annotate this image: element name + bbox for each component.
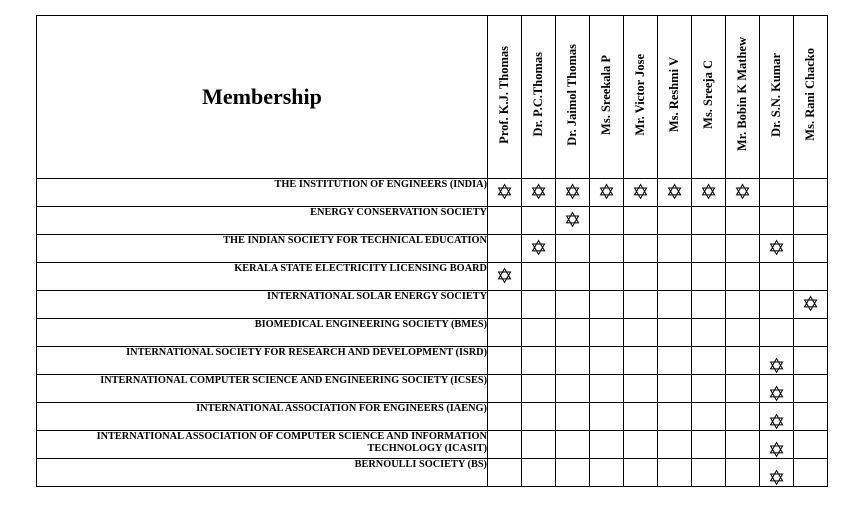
star-of-david-icon: ✡ xyxy=(631,179,650,204)
member-column-header xyxy=(522,16,556,179)
membership-cell xyxy=(488,235,522,263)
member-column-header xyxy=(658,16,692,179)
table-row xyxy=(37,347,828,375)
membership-cell xyxy=(692,291,726,319)
membership-cell xyxy=(794,207,828,235)
membership-cell xyxy=(692,263,726,291)
member-column-header xyxy=(726,16,760,179)
membership-cell xyxy=(590,235,624,263)
table-row xyxy=(37,291,828,319)
star-of-david-icon: ✡ xyxy=(495,263,514,288)
member-name: Dr. S.N. Kumar xyxy=(769,52,783,137)
membership-cell xyxy=(726,459,760,487)
membership-cell xyxy=(590,263,624,291)
membership-cell xyxy=(522,291,556,319)
member-column-header xyxy=(624,16,658,179)
membership-cell xyxy=(726,347,760,375)
membership-cell xyxy=(624,235,658,263)
membership-cell xyxy=(488,179,522,207)
membership-cell xyxy=(624,347,658,375)
membership-cell xyxy=(692,347,726,375)
membership-cell xyxy=(760,319,794,347)
organization-name: INTERNATIONAL SOCIETY FOR RESEARCH AND DEVELOPMENT (ISRD) xyxy=(37,347,488,375)
membership-cell xyxy=(760,179,794,207)
membership-cell xyxy=(794,431,828,459)
member-name: Mr. Bobin K Mathew xyxy=(735,37,749,152)
membership-cell xyxy=(760,375,794,406)
membership-cell xyxy=(760,347,794,378)
membership-cell xyxy=(794,291,828,319)
membership-cell xyxy=(692,459,726,487)
membership-cell xyxy=(522,375,556,403)
membership-cell xyxy=(624,207,658,235)
member-name: Ms. Sreekala P xyxy=(599,54,613,135)
organization-name: THE INSTITUTION OF ENGINEERS (INDIA) xyxy=(37,179,488,207)
membership-table xyxy=(36,15,828,490)
star-of-david-icon: ✡ xyxy=(563,179,582,204)
membership-cell xyxy=(488,403,522,431)
star-of-david-icon: ✡ xyxy=(529,179,548,204)
membership-cell xyxy=(522,235,556,263)
star-of-david-icon: ✡ xyxy=(767,235,786,260)
membership-cell xyxy=(590,291,624,319)
member-column-header xyxy=(692,16,726,179)
star-of-david-icon: ✡ xyxy=(529,235,548,260)
organization-name: BIOMEDICAL ENGINEERING SOCIETY (BMES) xyxy=(37,319,488,347)
membership-cell xyxy=(794,347,828,375)
member-column-header xyxy=(760,16,794,179)
membership-cell xyxy=(590,431,624,459)
membership-cell xyxy=(726,431,760,459)
membership-cell xyxy=(794,263,828,291)
member-name: Ms. Reshmi V xyxy=(667,56,681,133)
membership-cell xyxy=(760,459,794,490)
membership-cell xyxy=(658,319,692,347)
organization-name: BERNOULLI SOCIETY (BS) xyxy=(37,459,488,487)
membership-cell xyxy=(624,459,658,487)
membership-cell xyxy=(522,263,556,291)
member-name: Dr. Jaimol Thomas xyxy=(565,43,579,146)
membership-cell xyxy=(658,291,692,319)
membership-cell xyxy=(556,235,590,263)
member-column-header xyxy=(590,16,624,179)
membership-cell xyxy=(692,403,726,431)
membership-cell xyxy=(488,347,522,375)
member-name: Ms. Rani Chacko xyxy=(803,48,817,141)
membership-cell xyxy=(658,459,692,487)
membership-cell xyxy=(726,263,760,291)
membership-cell xyxy=(760,263,794,291)
membership-cell xyxy=(488,375,522,403)
membership-cell xyxy=(522,319,556,347)
membership-cell xyxy=(522,431,556,459)
table-row xyxy=(37,375,828,403)
membership-cell xyxy=(726,319,760,347)
star-of-david-icon: ✡ xyxy=(563,207,582,232)
organization-name: THE INDIAN SOCIETY FOR TECHNICAL EDUCATION xyxy=(37,235,488,263)
membership-cell xyxy=(590,403,624,431)
membership-cell xyxy=(488,459,522,487)
table-row xyxy=(37,403,828,431)
organization-name: INTERNATIONAL COMPUTER SCIENCE AND ENGINEERING SOCIETY (ICSES) xyxy=(37,375,488,403)
membership-cell xyxy=(726,179,760,207)
membership-cell xyxy=(760,207,794,235)
table-row xyxy=(37,459,828,487)
membership-cell xyxy=(658,263,692,291)
membership-cell xyxy=(794,375,828,403)
membership-cell xyxy=(624,431,658,459)
membership-cell xyxy=(692,319,726,347)
membership-cell xyxy=(522,347,556,375)
membership-cell xyxy=(692,207,726,235)
membership-cell xyxy=(556,431,590,459)
membership-cell xyxy=(590,179,624,207)
membership-cell xyxy=(692,179,726,207)
membership-cell xyxy=(794,179,828,207)
star-of-david-icon: ✡ xyxy=(495,179,514,204)
membership-cell xyxy=(794,235,828,263)
star-of-david-icon: ✡ xyxy=(767,353,786,378)
organization-name: INTERNATIONAL SOLAR ENERGY SOCIETY xyxy=(37,291,488,319)
membership-cell xyxy=(624,319,658,347)
membership-cell xyxy=(624,403,658,431)
membership-cell xyxy=(658,403,692,431)
member-name: Mr. Victor Jose xyxy=(633,53,647,136)
membership-cell xyxy=(760,235,794,263)
table-row xyxy=(37,263,828,291)
star-of-david-icon: ✡ xyxy=(699,179,718,204)
membership-cell xyxy=(590,347,624,375)
membership-cell xyxy=(658,347,692,375)
star-of-david-icon: ✡ xyxy=(767,381,786,406)
membership-cell xyxy=(658,207,692,235)
membership-cell xyxy=(556,263,590,291)
membership-cell xyxy=(658,179,692,207)
membership-cell xyxy=(556,403,590,431)
membership-cell xyxy=(624,263,658,291)
membership-cell xyxy=(556,319,590,347)
membership-cell xyxy=(556,291,590,319)
table-body xyxy=(37,179,828,490)
member-name: Dr. P.C.Thomas xyxy=(531,52,545,137)
membership-cell xyxy=(794,319,828,347)
membership-cell xyxy=(726,235,760,263)
star-of-david-icon: ✡ xyxy=(801,291,820,316)
star-of-david-icon: ✡ xyxy=(767,437,786,462)
star-of-david-icon: ✡ xyxy=(597,179,616,204)
membership-cell xyxy=(794,459,828,487)
membership-cell xyxy=(556,347,590,375)
membership-cell xyxy=(726,403,760,431)
membership-cell xyxy=(624,375,658,403)
membership-cell xyxy=(692,235,726,263)
membership-cell xyxy=(692,375,726,403)
organization-name: ENERGY CONSERVATION SOCIETY xyxy=(37,207,488,235)
membership-cell xyxy=(794,403,828,431)
table-row xyxy=(37,179,828,207)
membership-cell xyxy=(624,291,658,319)
membership-cell xyxy=(692,431,726,459)
membership-cell xyxy=(488,319,522,347)
membership-cell xyxy=(658,235,692,263)
star-of-david-icon: ✡ xyxy=(767,465,786,490)
membership-cell xyxy=(488,291,522,319)
member-column-header xyxy=(794,16,828,179)
membership-cell xyxy=(488,263,522,291)
star-of-david-icon: ✡ xyxy=(733,179,752,204)
table-row xyxy=(37,319,828,347)
organization-name: INTERNATIONAL ASSOCIATION OF COMPUTER SCIENCE AND INFORMATION TECHNOLOGY (ICASIT) xyxy=(37,431,488,459)
table-row xyxy=(37,207,828,235)
organization-name: INTERNATIONAL ASSOCIATION FOR ENGINEERS (IAENG) xyxy=(37,403,488,431)
membership-cell xyxy=(522,179,556,207)
member-column-header xyxy=(488,16,522,179)
membership-cell xyxy=(556,207,590,235)
member-name: Prof. K.J. Thomas xyxy=(497,45,511,144)
membership-cell xyxy=(658,431,692,459)
membership-cell xyxy=(556,375,590,403)
membership-cell xyxy=(590,375,624,403)
table-title: Membership xyxy=(37,16,488,179)
member-name: Ms. Sreeja C xyxy=(701,60,715,129)
membership-cell xyxy=(556,459,590,487)
membership-cell xyxy=(522,403,556,431)
table-row xyxy=(37,235,828,263)
membership-cell xyxy=(760,431,794,462)
membership-cell xyxy=(522,459,556,487)
star-of-david-icon: ✡ xyxy=(665,179,684,204)
membership-cell xyxy=(760,291,794,319)
membership-cell xyxy=(556,179,590,207)
membership-cell xyxy=(488,431,522,459)
header-row xyxy=(37,16,828,179)
organization-name: KERALA STATE ELECTRICITY LICENSING BOARD xyxy=(37,263,488,291)
membership-cell xyxy=(726,207,760,235)
membership-cell xyxy=(522,207,556,235)
membership-cell xyxy=(590,207,624,235)
membership-cell xyxy=(590,459,624,487)
membership-cell xyxy=(760,403,794,434)
membership-cell xyxy=(726,291,760,319)
member-column-header xyxy=(556,16,590,179)
membership-cell xyxy=(624,179,658,207)
table-row xyxy=(37,431,828,459)
membership-cell xyxy=(590,319,624,347)
membership-cell xyxy=(726,375,760,403)
membership-cell xyxy=(488,207,522,235)
star-of-david-icon: ✡ xyxy=(767,409,786,434)
membership-cell xyxy=(658,375,692,403)
